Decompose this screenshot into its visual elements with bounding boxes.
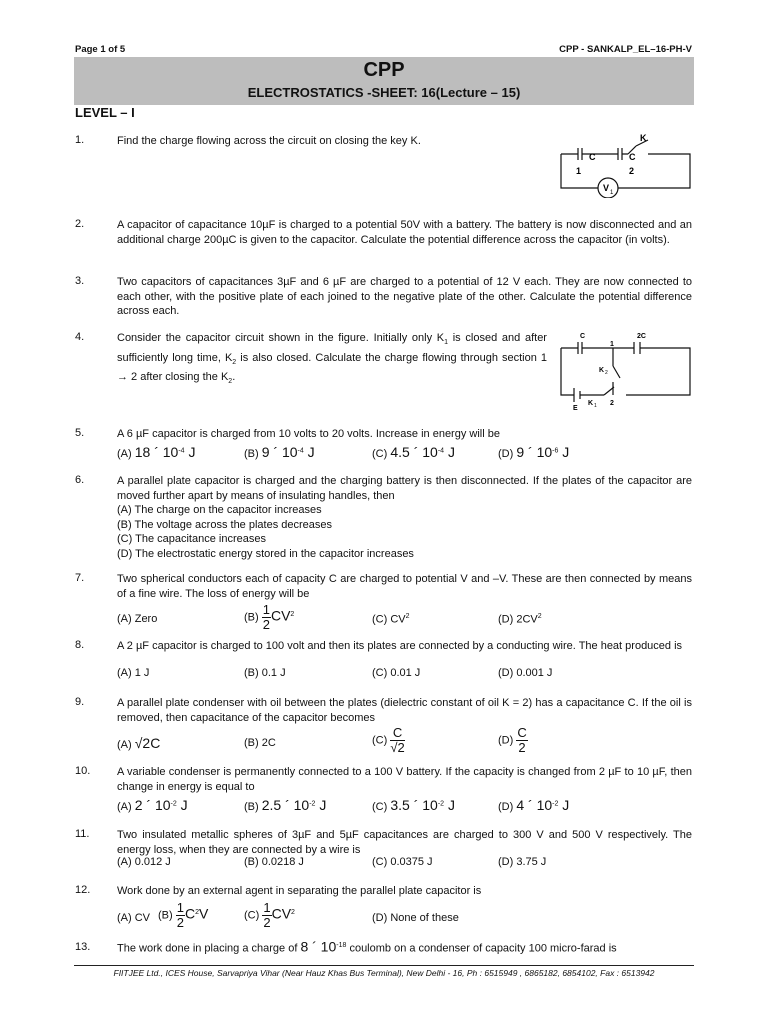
exponent: -2: [552, 800, 559, 808]
exponent: 2: [195, 908, 199, 916]
voltage-label: V: [603, 183, 610, 193]
option-c: [372, 726, 405, 755]
option-d: (D) None of these: [372, 912, 459, 924]
option-label: (C): [372, 801, 388, 813]
unit: J: [303, 444, 315, 460]
subscript: 1: [444, 339, 449, 347]
question-number: 5.: [75, 427, 85, 439]
exponent: -2: [170, 800, 177, 808]
question-number: 6.: [75, 474, 85, 486]
option-a: (A) CV: [117, 912, 150, 924]
numerator: 1: [263, 900, 271, 915]
denominator: 2: [262, 617, 270, 632]
question-number: 8.: [75, 639, 85, 651]
question-text: A capacitor of capacitance 10µF is charged to a potential 50V with a battery. The battery is now disconnected and an additional charge 200µC is given to the capacitor. Calculate the potential difference across the capacitor (in volts).: [117, 219, 692, 246]
option-a: (A) The charge on the capacitor increases: [117, 504, 322, 516]
exponent: 2: [291, 908, 295, 916]
text-segment: Consider the capacitor circuit shown in the figure. Initially only K: [117, 332, 445, 344]
option-value: 3.5 ´ 10: [390, 797, 438, 813]
option-label: (C): [372, 448, 388, 460]
exponent: 2: [290, 610, 295, 618]
option-d: (D) The electrostatic energy stored in the capacitor increases: [117, 547, 414, 560]
exponent: -2: [309, 800, 316, 808]
option-c: (C) The capacitance increases: [117, 533, 266, 545]
option-value: 2 ´ 10: [134, 797, 171, 813]
option-a: [117, 735, 160, 751]
option-label: (B): [244, 801, 259, 813]
voltage-subscript: 1: [610, 190, 614, 196]
battery-label: E: [573, 405, 578, 410]
denominator: √2: [390, 740, 405, 755]
option-b: [244, 797, 326, 813]
option-a: [117, 797, 188, 813]
question-number: 2.: [75, 218, 85, 230]
question-text: A parallel plate condenser with oil between the plates (dielectric constant of oil K = 2) has a capacitance C. If the oil is removed, then capacitance of the capacitor becomes: [117, 697, 692, 724]
question-text: [117, 939, 692, 956]
text-segment: is closed and after sufficiently long time, K: [117, 332, 547, 364]
option-label: (D): [498, 448, 514, 460]
option-a: (A) 0.012 J: [117, 856, 171, 868]
option-value: 9 ´ 10: [516, 444, 553, 460]
option-label: (C): [372, 734, 388, 747]
option-c: (C) 0.0375 J: [372, 856, 433, 868]
exponent: -6: [552, 447, 559, 455]
option-c: [372, 444, 455, 460]
option-c: [372, 797, 455, 813]
unit: J: [315, 797, 327, 813]
option-value: (D) 2CV: [498, 613, 538, 626]
option-value: 2.5 ´ 10: [261, 797, 310, 813]
option-d: (D) 3.75 J: [498, 856, 547, 868]
option-d: [498, 726, 528, 755]
question-number: 12.: [75, 884, 91, 896]
option-b: [244, 603, 294, 632]
page-number: Page 1 of 5: [75, 44, 126, 55]
question-text: Work done by an external agent in separating the parallel plate capacitor is: [117, 885, 482, 897]
node-label: 2: [610, 400, 614, 407]
question-number: 13.: [75, 941, 91, 953]
unit: J: [176, 797, 188, 813]
question-number: 11.: [75, 828, 90, 840]
node-label: 1: [576, 166, 582, 176]
option-label: (A): [117, 448, 132, 460]
unit: J: [558, 797, 570, 813]
exponent: -2: [437, 800, 445, 808]
unit: J: [444, 444, 455, 460]
key-label: K: [640, 133, 647, 143]
option-label: (D): [498, 734, 514, 747]
question-number: 10.: [75, 765, 91, 777]
option-c: [244, 901, 295, 930]
capacitor-label: C: [629, 152, 636, 162]
denominator: 2: [518, 740, 526, 755]
question-stem: A parallel plate capacitor is charged and the charging battery is then disconnected. If the plates of the capacitor are moved further apart by means of insulating handles, then: [117, 475, 692, 502]
question-number: 9.: [75, 696, 85, 708]
option-value: CV: [270, 607, 291, 624]
denominator: 2: [263, 915, 271, 930]
option-value: CV: [271, 905, 292, 922]
question-number: 7.: [75, 572, 85, 584]
capacitor-label: C: [589, 152, 596, 162]
numerator: 1: [176, 900, 184, 915]
option-label: (B): [244, 611, 259, 624]
option-d: [498, 797, 569, 813]
charge-value: 8 ´ 10: [300, 938, 337, 955]
capacitor-label: C: [580, 333, 586, 340]
option-b: (B) 0.0218 J: [244, 856, 304, 868]
question-text: Two insulated metallic spheres of 3µF and 5µF capacitances are charged to 300 V and 500 V respectively. The energy loss, when they are connected by a wire is: [117, 829, 692, 856]
text-segment: .: [232, 371, 236, 384]
exponent: -4: [297, 447, 304, 455]
sheet-code: CPP - SANKALP_EL–16-PH-V: [559, 44, 692, 55]
question-text: Two capacitors of capacitances 3µF and 6 µF are charged to a potential of 12 V each. They are now connected to each other, with the positive plate of each joined to the negative plate of the other. Calculate the potential difference across each.: [117, 276, 692, 317]
option-d: [498, 444, 569, 460]
circuit-figure-q4: [556, 330, 696, 410]
option-d: (D) 0.001 J: [498, 667, 553, 679]
level-heading: LEVEL – I: [75, 105, 135, 120]
unit: J: [558, 444, 570, 460]
text-segment: coulomb on a condenser of capacity 100 micro-farad is: [346, 942, 617, 955]
option-b: (B) 0.1 J: [244, 667, 286, 679]
page-title: CPP: [363, 59, 405, 81]
option-a: [117, 444, 195, 460]
question-text: A 6 µF capacitor is charged from 10 volts to 20 volts. Increase in energy will be: [117, 428, 500, 440]
footer-address: FIITJEE Ltd., ICES House, Sarvapriya Vihar (Near Hauz Khas Bus Terminal), New Delhi - 16, Ph : 6515949 , 6865182, 6854102, Fax : 6513942: [74, 965, 694, 978]
exponent: 2: [405, 613, 410, 620]
exponent: -4: [178, 447, 185, 455]
option-label: (B): [244, 448, 259, 460]
question-text: A 2 µF capacitor is charged to 100 volt and then its plates are connected by a conducting wire. The heat produced is: [117, 640, 683, 652]
option-d: [498, 613, 542, 626]
key-label: K: [599, 367, 605, 374]
numerator: C: [517, 725, 527, 740]
question-text: A variable condenser is permanently connected to a 100 V battery. If the capacity is changed from 2 µF to 10 µF, then change in energy is equal to: [117, 766, 692, 793]
page-subtitle: ELECTROSTATICS -SHEET: 16(Lecture – 15): [247, 85, 521, 100]
question-number: 3.: [75, 275, 85, 287]
option-value: 4 ´ 10: [516, 797, 553, 813]
option-b: (B) The voltage across the plates decreases: [117, 518, 333, 531]
option-label: (C): [244, 909, 260, 922]
exponent: -4: [437, 447, 445, 455]
option-label: (A): [117, 801, 132, 813]
option-b: (B) 2C: [244, 737, 276, 749]
option-value: V: [199, 905, 209, 922]
numerator: 1: [262, 602, 270, 617]
question-text: [117, 331, 547, 390]
option-value: 4.5 ´ 10: [390, 444, 438, 460]
option-b: [158, 901, 208, 930]
key-subscript: 2: [605, 370, 608, 376]
question-text: Find the charge flowing across the circuit on closing the key K.: [117, 135, 421, 147]
option-c: (C) 0.01 J: [372, 667, 421, 679]
option-value: √2C: [134, 735, 161, 751]
circuit-figure-q1: [556, 130, 696, 198]
option-a: (A) 1 J: [117, 667, 150, 679]
node-label: 2: [629, 166, 635, 176]
option-a: (A) Zero: [117, 613, 158, 625]
text-segment: is also closed. Calculate the charge flowing through section 1 → 2 after closing the K: [117, 351, 548, 384]
option-value: C: [184, 905, 196, 922]
capacitor-label: 2C: [637, 333, 646, 340]
denominator: 2: [176, 915, 184, 930]
option-b: [244, 444, 315, 460]
node-label: 1: [610, 341, 614, 348]
option-value: 18 ´ 10: [134, 444, 179, 460]
numerator: C: [390, 726, 404, 741]
question-text: Two spherical conductors each of capacity C are charged to potential V and –V. These are then connected by means of a fine wire. The loss of energy will be: [117, 573, 692, 600]
option-label: (D): [498, 801, 514, 813]
question-text: [117, 474, 692, 561]
exponent: 2: [537, 613, 542, 620]
question-number: 1.: [75, 134, 85, 146]
subscript: 2: [228, 378, 233, 386]
key-label: K: [588, 400, 594, 407]
option-label: (B): [158, 909, 173, 922]
key-subscript: 1: [594, 403, 597, 409]
option-c: [372, 613, 410, 626]
exponent: -18: [336, 942, 347, 949]
option-value: (C) CV: [372, 613, 406, 626]
subscript: 2: [232, 358, 237, 366]
unit: J: [184, 444, 196, 460]
question-number: 4.: [75, 331, 85, 343]
option-label: (A): [117, 739, 132, 751]
option-value: 9 ´ 10: [261, 444, 298, 460]
text-segment: The work done in placing a charge of: [117, 942, 301, 955]
unit: J: [444, 797, 455, 813]
title-banner: [74, 57, 694, 105]
